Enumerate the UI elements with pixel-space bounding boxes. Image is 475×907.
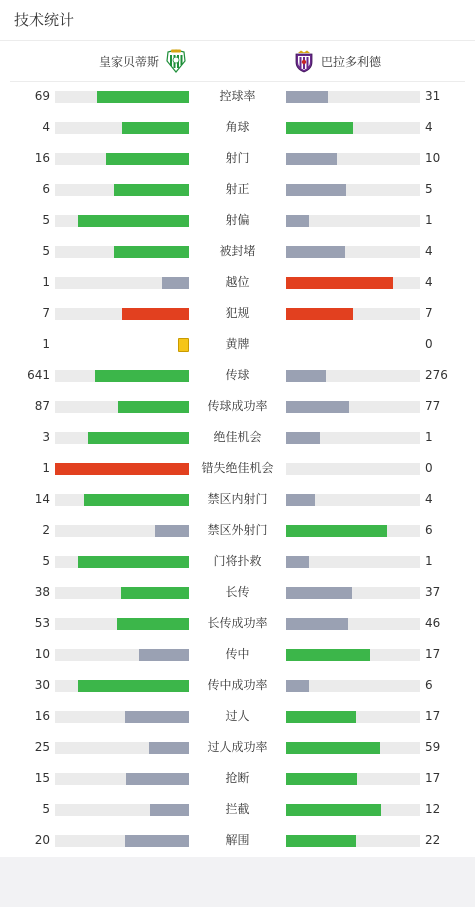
away-stat-bar-track — [286, 463, 420, 475]
away-stat-bar-track — [286, 153, 420, 165]
away-stat-bar-track — [286, 711, 420, 723]
stat-label: 解围 — [225, 833, 250, 847]
away-stat-value: 46 — [425, 616, 441, 630]
stat-label: 过人成功率 — [207, 740, 268, 754]
real-valladolid-crest-icon — [292, 49, 316, 73]
stat-label: 长传成功率 — [207, 616, 268, 630]
stat-label: 射正 — [225, 182, 250, 196]
real-betis-crest-icon — [164, 49, 188, 73]
home-stat-value: 5 — [42, 554, 50, 568]
away-stat-bar-track — [286, 215, 420, 227]
away-stat-value: 5 — [425, 182, 433, 196]
home-stat-bar-track — [55, 680, 189, 692]
away-stat-value: 1 — [425, 213, 433, 227]
home-stat-value: 15 — [34, 771, 50, 785]
away-stat-bar-track — [286, 277, 420, 289]
stat-label: 传中 — [225, 647, 250, 661]
stat-row — [0, 794, 475, 825]
home-stat-bar-fill — [55, 463, 189, 475]
away-stat-bar-track — [286, 91, 420, 103]
away-stat-bar-track — [286, 339, 420, 351]
home-stat-bar-fill — [117, 618, 189, 630]
stat-row — [0, 143, 475, 174]
home-stat-bar-fill — [150, 804, 189, 816]
home-stat-bar-track — [55, 401, 189, 413]
away-stat-bar-fill — [286, 401, 349, 413]
away-stat-value: 31 — [425, 89, 441, 103]
home-stat-bar-track — [55, 525, 189, 537]
stat-row — [0, 453, 475, 484]
home-stat-bar-fill — [78, 680, 189, 692]
away-stat-bar-fill — [286, 556, 309, 568]
away-stat-bar-track — [286, 432, 420, 444]
home-stat-value: 14 — [34, 492, 50, 506]
home-stat-value: 16 — [34, 151, 50, 165]
home-stat-bar-track — [55, 277, 189, 289]
home-team[interactable] — [99, 49, 188, 73]
stat-row — [0, 205, 475, 236]
away-stat-bar-track — [286, 773, 420, 785]
home-stat-value: 25 — [34, 740, 50, 754]
away-stat-value: 4 — [425, 244, 433, 258]
away-stat-bar-fill — [286, 618, 348, 630]
home-stat-value: 1 — [42, 337, 50, 351]
page-title: 技术统计 — [14, 11, 75, 29]
away-stat-bar-fill — [286, 804, 381, 816]
away-stat-bar-fill — [286, 153, 337, 165]
away-stat-value: 17 — [425, 647, 441, 661]
home-stat-value: 4 — [42, 120, 50, 134]
away-stat-bar-track — [286, 494, 420, 506]
home-stat-value: 1 — [42, 461, 50, 475]
away-stat-bar-track — [286, 122, 420, 134]
home-stat-value: 16 — [34, 709, 50, 723]
stat-label: 禁区内射门 — [207, 492, 268, 506]
stat-label: 门将扑救 — [213, 554, 262, 568]
stat-row — [0, 670, 475, 701]
away-stat-value: 7 — [425, 306, 433, 320]
stat-row — [0, 546, 475, 577]
home-stat-value: 5 — [42, 802, 50, 816]
away-stat-bar-track — [286, 742, 420, 754]
home-stat-value: 5 — [42, 244, 50, 258]
home-stat-bar-track — [55, 91, 189, 103]
home-stat-bar-track — [55, 370, 189, 382]
home-stat-value: 1 — [42, 275, 50, 289]
stat-row — [0, 577, 475, 608]
away-stat-bar-track — [286, 184, 420, 196]
away-stat-value: 4 — [425, 120, 433, 134]
home-stat-bar-track — [55, 556, 189, 568]
stat-label: 被封堵 — [219, 244, 256, 258]
away-stat-value: 1 — [425, 430, 433, 444]
stat-label: 犯规 — [225, 306, 250, 320]
home-stat-bar-fill — [78, 556, 189, 568]
home-stat-bar-fill — [125, 835, 189, 847]
home-stat-value: 641 — [27, 368, 50, 382]
away-stat-bar-track — [286, 649, 420, 661]
home-stat-bar-fill — [149, 742, 189, 754]
stat-row — [0, 391, 475, 422]
home-stat-value: 3 — [42, 430, 50, 444]
stat-label: 传中成功率 — [207, 678, 268, 692]
home-stat-bar-track — [55, 494, 189, 506]
away-stat-bar-fill — [286, 308, 353, 320]
away-stat-value: 1 — [425, 554, 433, 568]
stat-label: 射偏 — [225, 213, 250, 227]
home-stat-bar-fill — [114, 246, 189, 258]
home-stat-value: 69 — [34, 89, 50, 103]
stat-label: 禁区外射门 — [207, 523, 268, 537]
away-stat-bar-track — [286, 618, 420, 630]
home-stat-bar-track — [55, 122, 189, 134]
away-stat-bar-fill — [286, 525, 387, 537]
stats-list — [0, 81, 475, 856]
home-stat-bar-fill — [162, 277, 189, 289]
stat-label: 抢断 — [225, 771, 250, 785]
away-stat-bar-track — [286, 401, 420, 413]
away-stat-bar-track — [286, 804, 420, 816]
stat-label: 长传 — [225, 585, 250, 599]
away-stat-value: 0 — [425, 461, 433, 475]
away-stat-bar-track — [286, 246, 420, 258]
home-stat-value: 53 — [34, 616, 50, 630]
away-stat-bar-track — [286, 308, 420, 320]
away-stat-bar-fill — [286, 91, 328, 103]
away-stat-value: 6 — [425, 678, 433, 692]
away-stat-bar-fill — [286, 122, 353, 134]
away-stat-bar-fill — [286, 711, 356, 723]
stat-row — [0, 298, 475, 329]
home-team-name: 皇家贝蒂斯 — [98, 54, 159, 69]
away-team[interactable] — [292, 49, 381, 73]
home-stat-bar-fill — [78, 215, 189, 227]
away-stat-value: 59 — [425, 740, 441, 754]
home-stat-bar-fill — [139, 649, 189, 661]
stat-row — [0, 112, 475, 143]
stat-row — [0, 825, 475, 856]
away-stat-value: 0 — [425, 337, 433, 351]
away-stat-bar-fill — [286, 494, 315, 506]
home-stat-bar-track — [55, 649, 189, 661]
home-stat-value: 87 — [34, 399, 50, 413]
away-stat-bar-fill — [286, 649, 370, 661]
home-stat-bar-track — [55, 804, 189, 816]
home-stat-bar-fill — [122, 308, 189, 320]
home-stat-bar-track — [55, 463, 189, 475]
away-stat-value: 10 — [425, 151, 441, 165]
away-stat-bar-track — [286, 525, 420, 537]
away-stat-value: 37 — [425, 585, 441, 599]
away-stat-bar-fill — [286, 773, 357, 785]
away-stat-bar-track — [286, 370, 420, 382]
away-stat-value: 17 — [425, 709, 441, 723]
stat-row — [0, 360, 475, 391]
away-stat-bar-fill — [286, 370, 326, 382]
stat-row — [0, 267, 475, 298]
home-stat-bar-fill — [118, 401, 189, 413]
away-stat-bar-track — [286, 556, 420, 568]
away-stat-bar-track — [286, 680, 420, 692]
home-stat-value: 2 — [42, 523, 50, 537]
stat-row — [0, 422, 475, 453]
stat-row — [0, 732, 475, 763]
stat-row — [0, 608, 475, 639]
teams-header — [0, 41, 475, 81]
stat-row — [0, 701, 475, 732]
home-stat-bar-track — [55, 339, 189, 351]
home-stat-bar-track — [55, 618, 189, 630]
stat-row — [0, 484, 475, 515]
stat-label: 射门 — [225, 151, 250, 165]
home-stat-value: 10 — [34, 647, 50, 661]
away-stat-value: 276 — [425, 368, 448, 382]
home-stat-bar-track — [55, 773, 189, 785]
home-stat-bar-fill — [125, 711, 189, 723]
stat-row — [0, 763, 475, 794]
home-stat-bar-fill — [121, 587, 189, 599]
home-stat-value: 6 — [42, 182, 50, 196]
away-stat-bar-track — [286, 835, 420, 847]
away-stat-value: 4 — [425, 275, 433, 289]
stat-row — [0, 639, 475, 670]
stat-label: 过人 — [225, 709, 250, 723]
stat-row — [0, 329, 475, 360]
yellow-card-icon — [178, 338, 189, 352]
stat-label: 角球 — [225, 120, 250, 134]
home-stat-bar-fill — [122, 122, 189, 134]
home-stat-bar-track — [55, 246, 189, 258]
home-stat-value: 20 — [34, 833, 50, 847]
away-stat-value: 77 — [425, 399, 441, 413]
home-stat-bar-track — [55, 742, 189, 754]
stat-label: 越位 — [225, 275, 250, 289]
home-stat-value: 5 — [42, 213, 50, 227]
away-stat-value: 6 — [425, 523, 433, 537]
away-stat-bar-fill — [286, 215, 309, 227]
stat-label: 错失绝佳机会 — [201, 461, 274, 475]
stat-label: 绝佳机会 — [213, 430, 262, 444]
home-stat-bar-track — [55, 432, 189, 444]
home-stat-value: 38 — [34, 585, 50, 599]
home-stat-bar-track — [55, 711, 189, 723]
away-stat-value: 22 — [425, 833, 441, 847]
stat-label: 传球 — [225, 368, 250, 382]
home-stat-bar-track — [55, 153, 189, 165]
home-stat-bar-track — [55, 215, 189, 227]
home-stat-bar-track — [55, 587, 189, 599]
home-stat-bar-fill — [95, 370, 189, 382]
home-stat-bar-track — [55, 835, 189, 847]
stat-label: 传球成功率 — [207, 399, 268, 413]
stat-label: 黄牌 — [225, 337, 250, 351]
stat-row — [0, 174, 475, 205]
away-stat-bar-fill — [286, 835, 356, 847]
home-stat-value: 30 — [34, 678, 50, 692]
away-stat-bar-fill — [286, 277, 393, 289]
home-stat-bar-fill — [126, 773, 189, 785]
away-team-name: 巴拉多利德 — [321, 54, 382, 69]
home-stat-bar-fill — [155, 525, 189, 537]
home-stat-bar-fill — [88, 432, 189, 444]
home-stat-value: 7 — [42, 306, 50, 320]
stat-label: 拦截 — [225, 802, 250, 816]
home-stat-bar-fill — [84, 494, 189, 506]
home-stat-bar-track — [55, 308, 189, 320]
away-stat-bar-fill — [286, 587, 352, 599]
stat-row — [0, 81, 475, 112]
home-stat-bar-track — [55, 184, 189, 196]
away-stat-value: 12 — [425, 802, 441, 816]
home-stat-bar-fill — [106, 153, 189, 165]
away-stat-bar-track — [286, 587, 420, 599]
stat-row — [0, 236, 475, 267]
away-stat-bar-fill — [286, 432, 320, 444]
stat-row — [0, 515, 475, 546]
home-stat-bar-fill — [97, 91, 189, 103]
away-stat-value: 17 — [425, 771, 441, 785]
away-stat-bar-fill — [286, 742, 380, 754]
away-stat-bar-fill — [286, 680, 309, 692]
away-stat-bar-fill — [286, 184, 346, 196]
away-stat-value: 4 — [425, 492, 433, 506]
away-stat-bar-fill — [286, 246, 345, 258]
home-stat-bar-fill — [114, 184, 189, 196]
stat-label: 控球率 — [219, 89, 256, 103]
